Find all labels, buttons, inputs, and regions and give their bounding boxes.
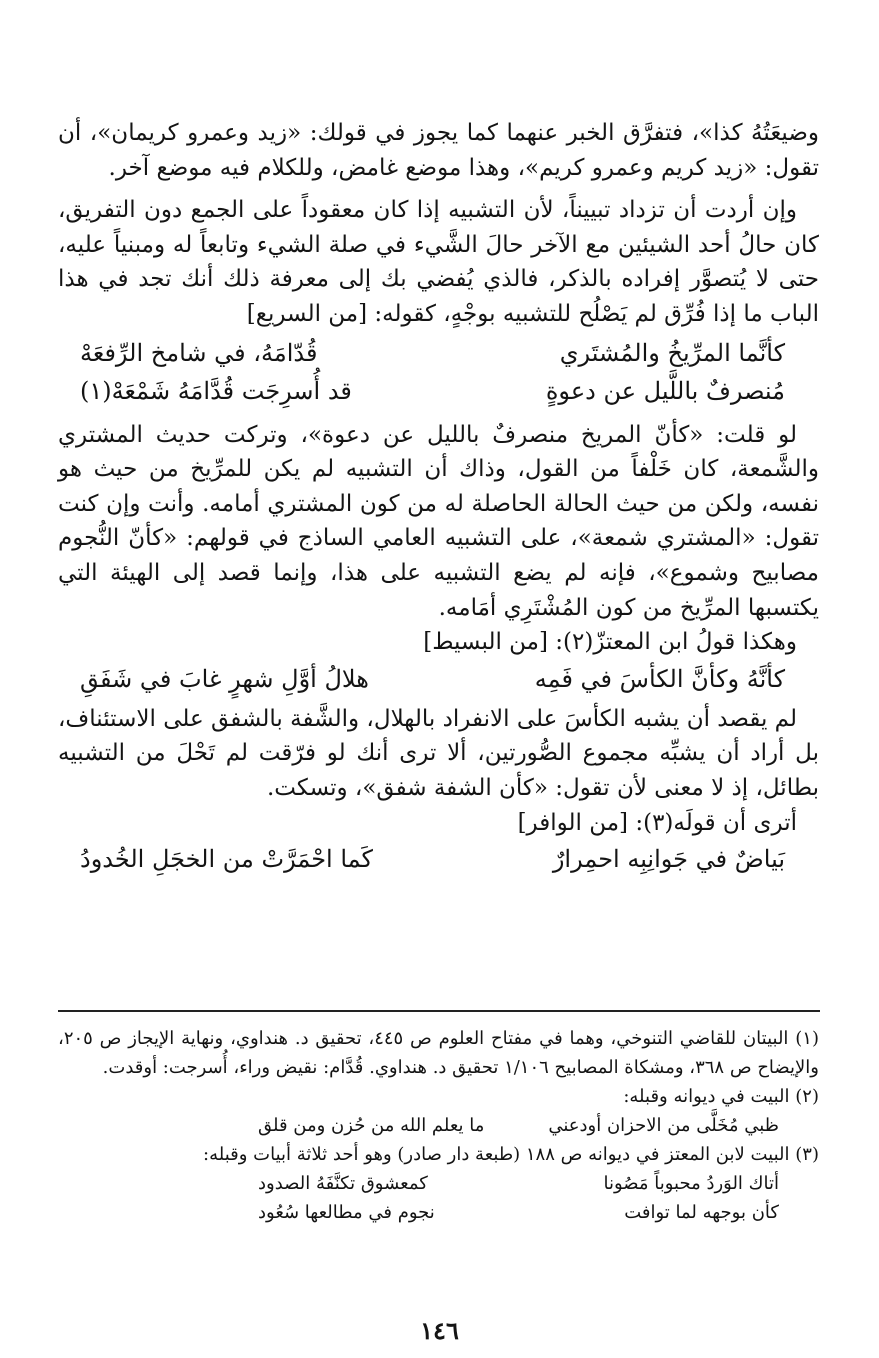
footnote-number: (١)	[795, 1028, 819, 1049]
paragraph-2	[58, 193, 819, 331]
verse-hemistich-right: كأنَّما المرِّيخُ والمُشتَري	[559, 338, 785, 367]
footnotes	[58, 1024, 819, 1227]
verse-hemistich-left: قُدّامَهُ، في شامخ الرِّفعَهْ	[80, 338, 318, 367]
main-text	[58, 116, 819, 878]
paragraph-4-text: وهكذا قولُ ابن المعتزّ(٢):	[555, 629, 797, 656]
footnote-text: البيت في ديوانه وقبله:	[623, 1086, 790, 1107]
meter-label: [من البسيط]	[423, 629, 548, 656]
footnote-3	[58, 1140, 819, 1169]
footnote-text: البيت لابن المعتز في ديوانه ص ١٨٨ (طبعة دار صادر) وهو أحد ثلاثة أبيات وقبله:	[203, 1144, 790, 1165]
verse-hemistich-right: كأن بوجهه لما توافت	[624, 1202, 779, 1223]
poem-verse	[58, 334, 819, 372]
paragraph-6	[58, 806, 819, 841]
meter-label: [من السريع]	[246, 300, 368, 327]
paragraph-4	[58, 625, 819, 660]
footnote-2	[58, 1082, 819, 1111]
verse-hemistich-left: كَما احْمَرَّتْ من الخجَلِ الخُدودُ	[80, 845, 373, 874]
poem-verse	[58, 372, 819, 410]
paragraph-2-text: وإن أردت أن تزداد تبييناً، لأن التشبيه إذا كان معقوداً على الجمع دون التفريق، كان حالُ أحد الشيئين مع الآخر حالَ الشَّيء في صلة الشيء وتابعاً له ومبنياً عليه، حتى لا يُتصوَّر إفراده بالذكر، فالذي يُفضي بك إلى معرفة ذلك أنك تجد في هذا الباب ما إذا فُرِّق لم يَصْلُح للتشبيه بوجْهٍ، كقوله:	[58, 197, 819, 327]
footnote-text: البيتان للقاضي التنوخي، وهما في مفتاح العلوم ص ٤٤٥، تحقيق د. هنداوي، ونهاية الإيجاز ص ٢٠٥، والإيضاح ص ٣٦٨، ومشكاة المصابيح ١/١٠٦ تحقيق د. هنداوي. قُدَّام: نقيض وراء، أُسرجت: أوقدت.	[58, 1028, 819, 1078]
poem-verse	[58, 660, 819, 698]
footnote-verse	[58, 1169, 819, 1198]
footnote-verse	[58, 1111, 819, 1140]
verse-hemistich-left: هلالُ أوَّلِ شهرٍ غابَ في شَفَقِ	[80, 664, 369, 693]
footnote-number: (٢)	[795, 1086, 819, 1107]
verse-hemistich-right: ظبي مُخَلَّى من الاحزان أودعني	[548, 1115, 779, 1136]
verse-hemistich-right: أتاك الوَردُ محبوباً مَصُونا	[603, 1173, 779, 1194]
meter-label: [من الوافر]	[517, 809, 629, 836]
paragraph-3: لو قلت: «كأنّ المريخ منصرفٌ بالليل عن دعوة»، وتركت حديث المشتري والشَّمعة، كان خَلْفاً من القول، وذاك أن التشبيه لم يكن للمرِّيخ من حيث هو نفسه، ولكن من حيث الحالة الحاصلة له من كون المشتري أمامه. وأنت وإن كنت تقول: «المشتري شمعة»، على التشبيه العامي الساذج في قولهم: «كأنّ النُّجوم مصابيح وشموع»، فإنه لم يضع التشبيه على هذا، وإنما قصد إلى الهيئة التي يكتسبها المرِّيخ من كون المُشْتَرِي أمَامه.	[58, 421, 819, 621]
poem-verse	[58, 840, 819, 878]
verse-hemistich-right: كأنَّهُ وكأنَّ الكأسَ في فَمِه	[534, 664, 785, 693]
verse-hemistich-left: نجوم في مطالعها سُعُود	[258, 1202, 435, 1223]
paragraph-5: لم يقصد أن يشبه الكأسَ على الانفراد بالهلال، والشَّفة بالشفق على الاستئناف، بل أراد أن يشبِّه مجموع الصُّورتين، ألا ترى أنك لو فرّقت لم تَحْلَ من التشبيه بطائل، إذ لا معنى لأن تقول: «كأن الشفة شفق»، وتسكت.	[58, 705, 819, 801]
verse-hemistich-left: قد أُسرِجَت قُدَّامَهُ شَمْعَهْ(١)	[80, 376, 352, 405]
paragraph-6-text: أترى أن قولَه(٣):	[635, 809, 797, 836]
footnote-1	[58, 1024, 819, 1082]
verse-hemistich-right: مُنصرفٌ باللَّيل عن دعوةٍ	[545, 376, 785, 405]
verse-hemistich-left: ما يعلم الله من حُزن ومن قلق	[258, 1115, 485, 1136]
footnote-verse	[58, 1198, 819, 1227]
footnote-divider	[58, 1010, 820, 1012]
verse-hemistich-right: بَياضٌ في جَوانِبِه احمِرارٌ	[552, 845, 785, 874]
footnote-number: (٣)	[795, 1144, 819, 1165]
verse-hemistich-left: كمعشوق تكنَّفَهُ الصدود	[258, 1173, 428, 1194]
page-number: ١٤٦	[420, 1316, 459, 1345]
paragraph-1: وضيعَتُهُ كذا»، فتفرَّق الخبر عنهما كما يجوز في قولك: «زيد وعمرو كريمان»، أن تقول: «زيد كريم وعمرو كريم»، وهذا موضع غامض، وللكلام فيه موضع آخر.	[58, 120, 819, 181]
